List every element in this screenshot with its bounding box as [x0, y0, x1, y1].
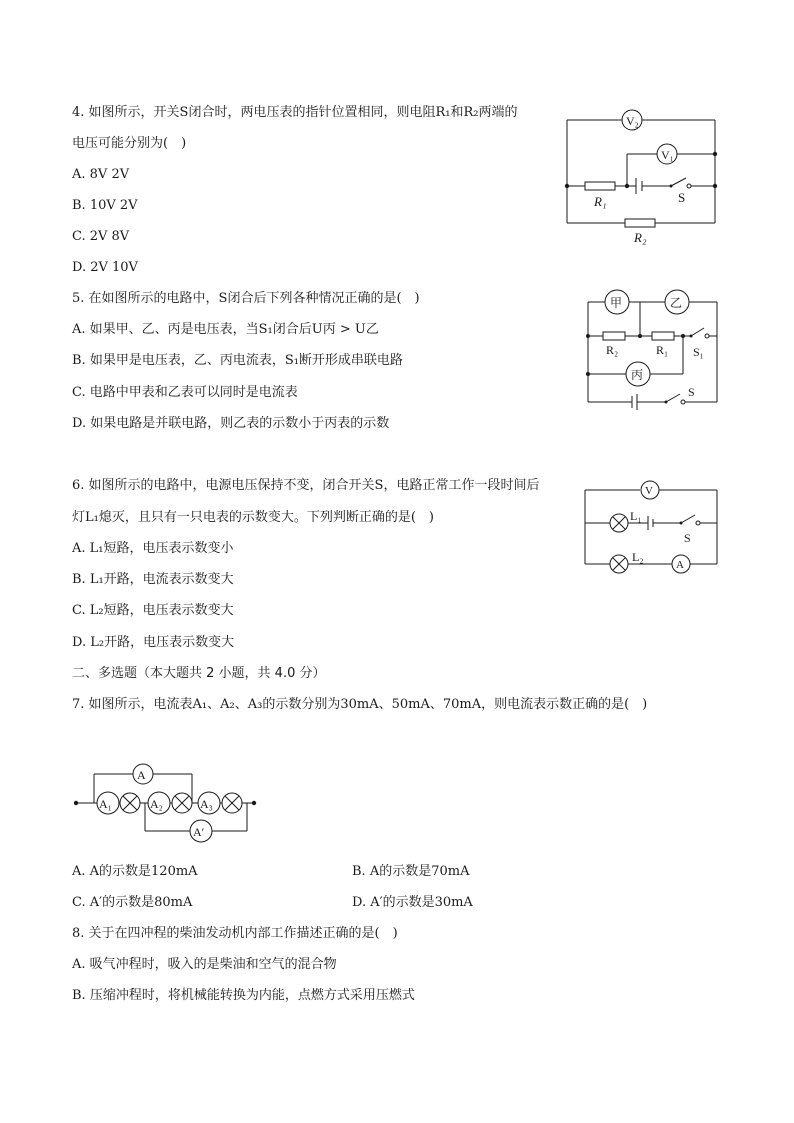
q7-option-c: C. A′的示数是80mA: [72, 895, 193, 910]
q4-label-r1: R₁: [594, 194, 607, 209]
q5-label-r1: R₁: [656, 343, 669, 357]
q7-label-a: A: [137, 768, 146, 782]
q6-label-a: A: [676, 559, 684, 571]
q6-option-a: A. L₁短路，电压表示数变小: [72, 541, 234, 556]
q8-stem: 8. 关于在四冲程的柴油发动机内部工作描述正确的是( ): [72, 926, 398, 941]
q4-option-b: B. 10V 2V: [72, 198, 138, 213]
q5-label-s: S: [688, 385, 695, 399]
q4-label-r2: R₂: [634, 230, 647, 245]
q7-option-a: A. A的示数是120mA: [72, 864, 198, 879]
q5-stem: 5. 在如图所示的电路中，S闭合后下列各种情况正确的是( ): [72, 291, 420, 306]
q8-option-a: A. 吸气冲程时，吸入的是柴油和空气的混合物: [72, 957, 337, 972]
q5-option-c: C. 电路中甲表和乙表可以同时是电流表: [72, 385, 298, 400]
q4-stem-line2: 电压可能分别为( ): [72, 136, 187, 151]
q4-option-d: D. 2V 10V: [72, 260, 138, 275]
q6-stem-line2: 灯L₁熄灭，且只有一只电表的示数变大。下列判断正确的是( ): [72, 510, 434, 525]
q5-label-s1: S₁: [693, 345, 704, 359]
q7-stem: 7. 如图所示，电流表A₁、A₂、A₃的示数分别为30mA、50mA、70mA，则电流表示数正确的是( ): [72, 697, 648, 712]
q6-label-l2: L₂: [632, 550, 644, 564]
q6-option-d: D. L₂开路，电压表示数变大: [72, 635, 235, 650]
q6-label-l1: L₁: [630, 509, 642, 523]
q6-circuit-diagram: [580, 478, 730, 578]
q6-label-v: V: [645, 485, 653, 497]
q4-label-s: S: [678, 190, 686, 205]
q5-label-yi: 乙: [670, 296, 683, 310]
q7-option-b: B. A的示数是70mA: [352, 864, 470, 879]
q8-option-b: B. 压缩冲程时，将机械能转换为内能，点燃方式采用压燃式: [72, 988, 415, 1003]
q6-label-s: S: [684, 531, 691, 545]
q4-label-v1: V₁: [661, 148, 674, 162]
q4-circuit-diagram: [560, 108, 730, 248]
q5-circuit-diagram: [580, 290, 730, 410]
q5-label-jia: 甲: [610, 296, 623, 310]
q7-label-ap: A′: [193, 825, 205, 839]
q7-label-a2: A₂: [150, 797, 163, 811]
q5-label-r2: R₂: [606, 343, 619, 357]
q6-stem-line1: 6. 如图所示的电路中，电源电压保持不变，闭合开关S，电路正常工作一段时间后: [72, 478, 540, 493]
q5-label-bing: 丙: [631, 368, 644, 382]
q5-option-d: D. 如果电路是并联电路，则乙表的示数小于丙表的示数: [72, 416, 390, 431]
q7-label-a3: A₃: [200, 797, 213, 811]
q6-option-c: C. L₂短路，电压表示数变大: [72, 603, 234, 618]
q7-option-d: D. A′的示数是30mA: [352, 895, 473, 910]
q4-option-a: A. 8V 2V: [72, 167, 130, 182]
q4-option-c: C. 2V 8V: [72, 229, 130, 244]
q4-label-v2: V₂: [626, 114, 639, 128]
q5-option-b: B. 如果甲是电压表，乙、丙电流表，S₁断开形成串联电路: [72, 353, 403, 368]
q6-option-b: B. L₁开路，电流表示数变大: [72, 572, 234, 587]
section-heading: 二、多选题（本大题共 2 小题，共 4.0 分）: [72, 666, 326, 681]
q4-stem-line1: 4. 如图所示，开关S闭合时，两电压表的指针位置相同，则电阻R₁和R₂两端的: [72, 105, 518, 120]
q7-circuit-diagram: [70, 760, 260, 845]
q7-label-a1: A₁: [99, 797, 112, 811]
q5-option-a: A. 如果甲、乙、丙是电压表，当S₁闭合后U丙 > U乙: [72, 322, 379, 337]
